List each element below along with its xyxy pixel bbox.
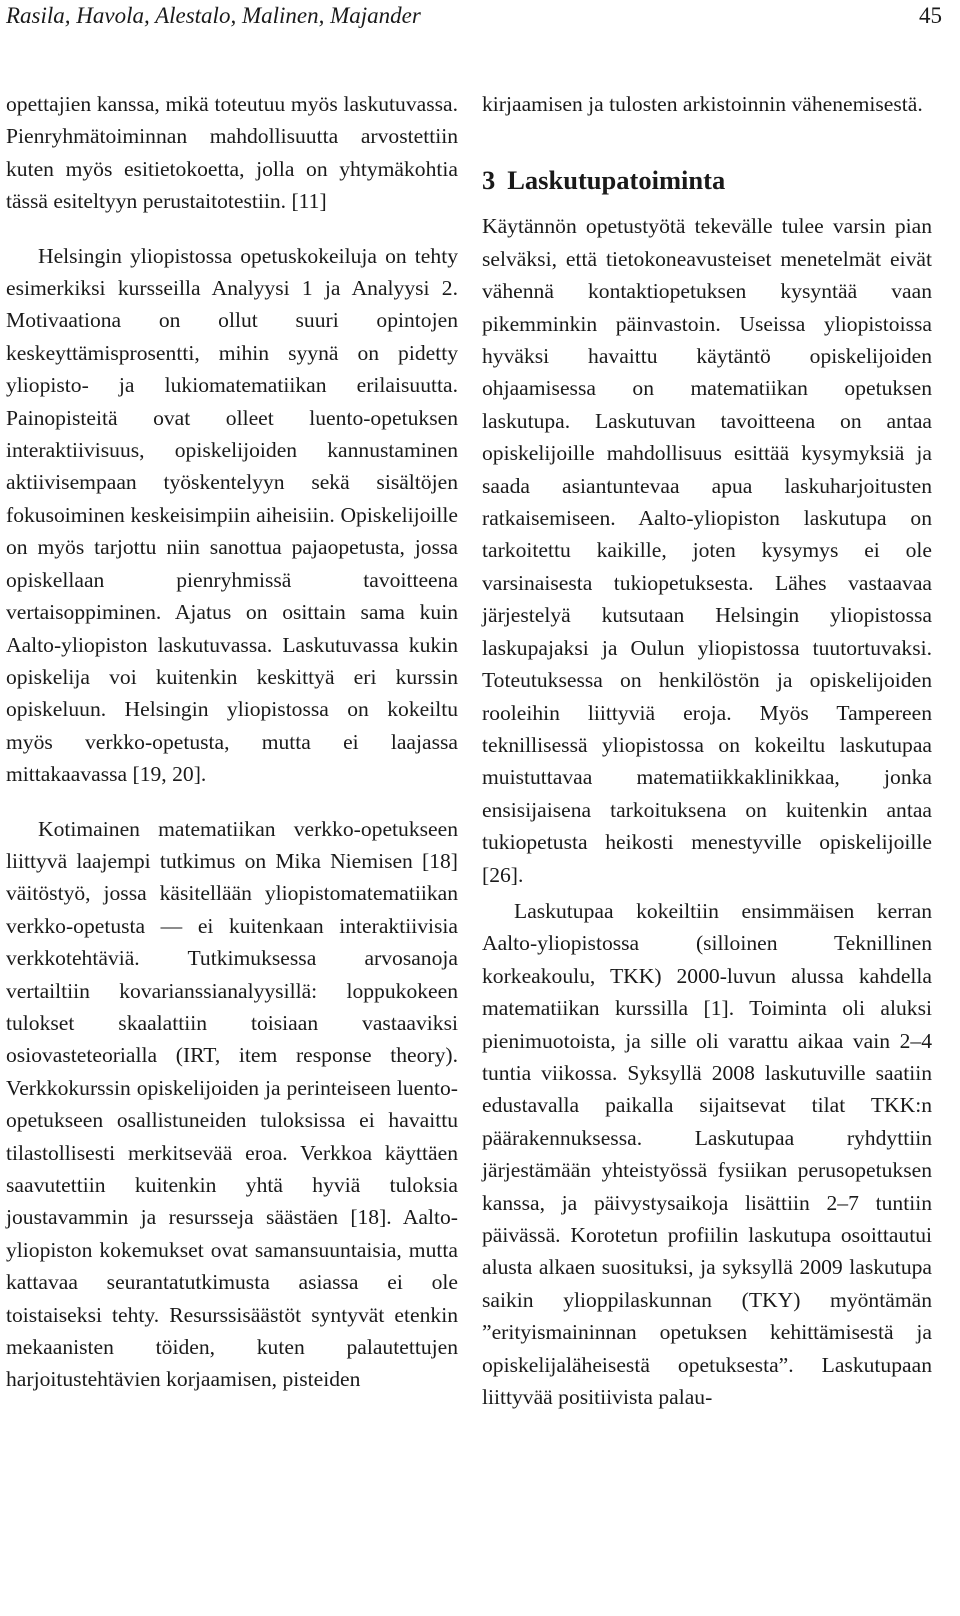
left-paragraph-3: Kotimainen matematiikan verkko-opetukseen liittyvä laajempi tutkimus on Mika Niemisen [18] väitöstyö, jossa käsitellään yliopistomatematiikan verkko-opetusta — ei kuitenkaan interaktiivisia verkkotehtäviä. Tutkimuksessa arvosanoja vertailtiin kovarianssianalyysillä: loppukokeen tulokset skaalattiin toisiaan vastaaviksi osiovasteteorialla (IRT, item response theory). Verkkokurssin opiskelijoiden ja perinteiseen luento-opetukseen osallistuneiden tuloksissa ei havaittu tilastollisesti merkitsevää eroa. Verkkoa käyttäen saavutettiin kuitenkin yhtä hyviä tuloksia joustavammin ja resursseja säästäen [18]. Aalto-yliopiston kokemukset ovat samansuuntaisia, mutta kattavaa seurantatutkimusta asiassa ei ole toistaiseksi tehty. Resurssisäästöt syntyvät etenkin mekaanisten töiden, kuten palautettujen harjoitustehtävien korjaamisen, pisteiden xyxy=(6,816,458,1392)
right-paragraph-2: Laskutupaa kokeiltiin ensimmäisen kerran Aalto-yliopistossa (silloinen Teknillinen korkeakoulu, TKK) 2000-luvun alussa kahdella matematiikan kurssilla [1]. Toiminta oli aluksi pienimuotoista, ja sille oli varattu aikaa vain 2–4 tuntia viikossa. Syksyllä 2008 laskutuville saatiin edustavalla paikalla sijaitsevat tilat TKK:n päärakennuksessa. Laskutupaa ryhdyttiin järjestämään yhteistyössä fysiikan perusopetuksen kanssa, ja päivystysaikoja lisättiin 2–7 tuntiin päivässä. Korotetun profiilin laskutupa osoittautui alusta alkaen suosituksi, ja syksyllä 2009 laskutupa saikin ylioppilaskunnan (TKY) myöntämän ”erityismaininnan opetuksen kehittämisestä ja opiskelijaläheisestä opetuksesta”. Laskutupaan liittyvää positiivista palau- xyxy=(482,898,932,1410)
left-paragraph-1: opettajien kanssa, mikä toteutuu myös laskutuvassa. Pienryhmätoiminnan mahdollisuutta arvostettiin kuten myös esitietokoetta, jolla on yhtymäkohtia tässä esiteltyyn perustaitotestiin. [11] xyxy=(6,92,458,214)
right-column xyxy=(482,88,932,1413)
right-paragraph-0: kirjaamisen ja tulosten arkistoinnin vähenemisestä. xyxy=(482,92,923,116)
section-title: Laskutupatoiminta xyxy=(507,165,726,196)
running-header xyxy=(6,0,942,32)
page-number: 45 xyxy=(919,3,942,28)
left-column xyxy=(6,88,458,1396)
header-authors: Rasila, Havola, Alestalo, Malinen, Majander xyxy=(6,3,421,28)
section-heading xyxy=(482,164,932,196)
section-number: 3 xyxy=(482,165,496,196)
right-paragraph-1: Käytännön opetustyötä tekevälle tulee varsin pian selväksi, että tietokoneavusteiset menetelmät eivät vähennä kontaktiopetuksen kysyntää vaan pikemminkin päinvastoin. Useissa yliopistoissa hyväksi havaittu käytäntö opiskelijoiden ohjaamisessa on matematiikan opetuksen laskutupa. Laskutuvan tavoitteena on antaa opiskelijoille mahdollisuus esittää kysymyksiä ja saada asiantuntevaa apua laskuharjoitusten ratkaisemiseen. Aalto-yliopiston laskutupa on tarkoitettu kaikille, joten kysymys ei ole varsinaisesta tukiopetuksesta. Lähes vastaavaa järjestelyä kutsutaan Helsingin yliopistossa laskupajaksi ja Oulun yliopistossa tuutortuvaksi. Toteutuksessa on henkilöstön ja opiskelijoiden rooleihin liittyviä eroja. Myös Tampereen teknillisessä yliopistossa on kokeiltu laskutupaa muistuttavaa matematiikkaklinikkaa, jonka ensisijaisena tarkoituksena on kuitenkin antaa tukiopetusta heikosti menestyville opiskelijoille [26]. xyxy=(482,214,932,887)
left-paragraph-2: Helsingin yliopistossa opetuskokeiluja on tehty esimerkiksi kursseilla Analyysi 1 ja Analyysi 2. Motivaationa on ollut suuri opintojen keskeyttämisprosentti, mihin syynä on pidetty yliopisto- ja lukiomatematiikan erilaisuutta. Painopisteitä ovat olleet luento-opetuksen interaktiivisuus, opiskelijoiden kannustaminen aktiivisempaan työskentelyyn sekä sisältöjen fokusoiminen keskeisimpiin aiheisiin. Opiskelijoille on myös tarjottu niin sanottua pajaopetusta, jossa opiskellaan pienryhmissä tavoitteena vertaisoppiminen. Ajatus on osittain sama kuin Aalto-yliopiston laskutuvassa. Laskutuvassa kukin opiskelija voi kuitenkin keskittyä eri kurssin opiskeluun. Helsingin yliopistossa on kokeiltu myös verkko-opetusta, mutta ei laajassa mittakaavassa [19, 20]. xyxy=(6,243,458,787)
